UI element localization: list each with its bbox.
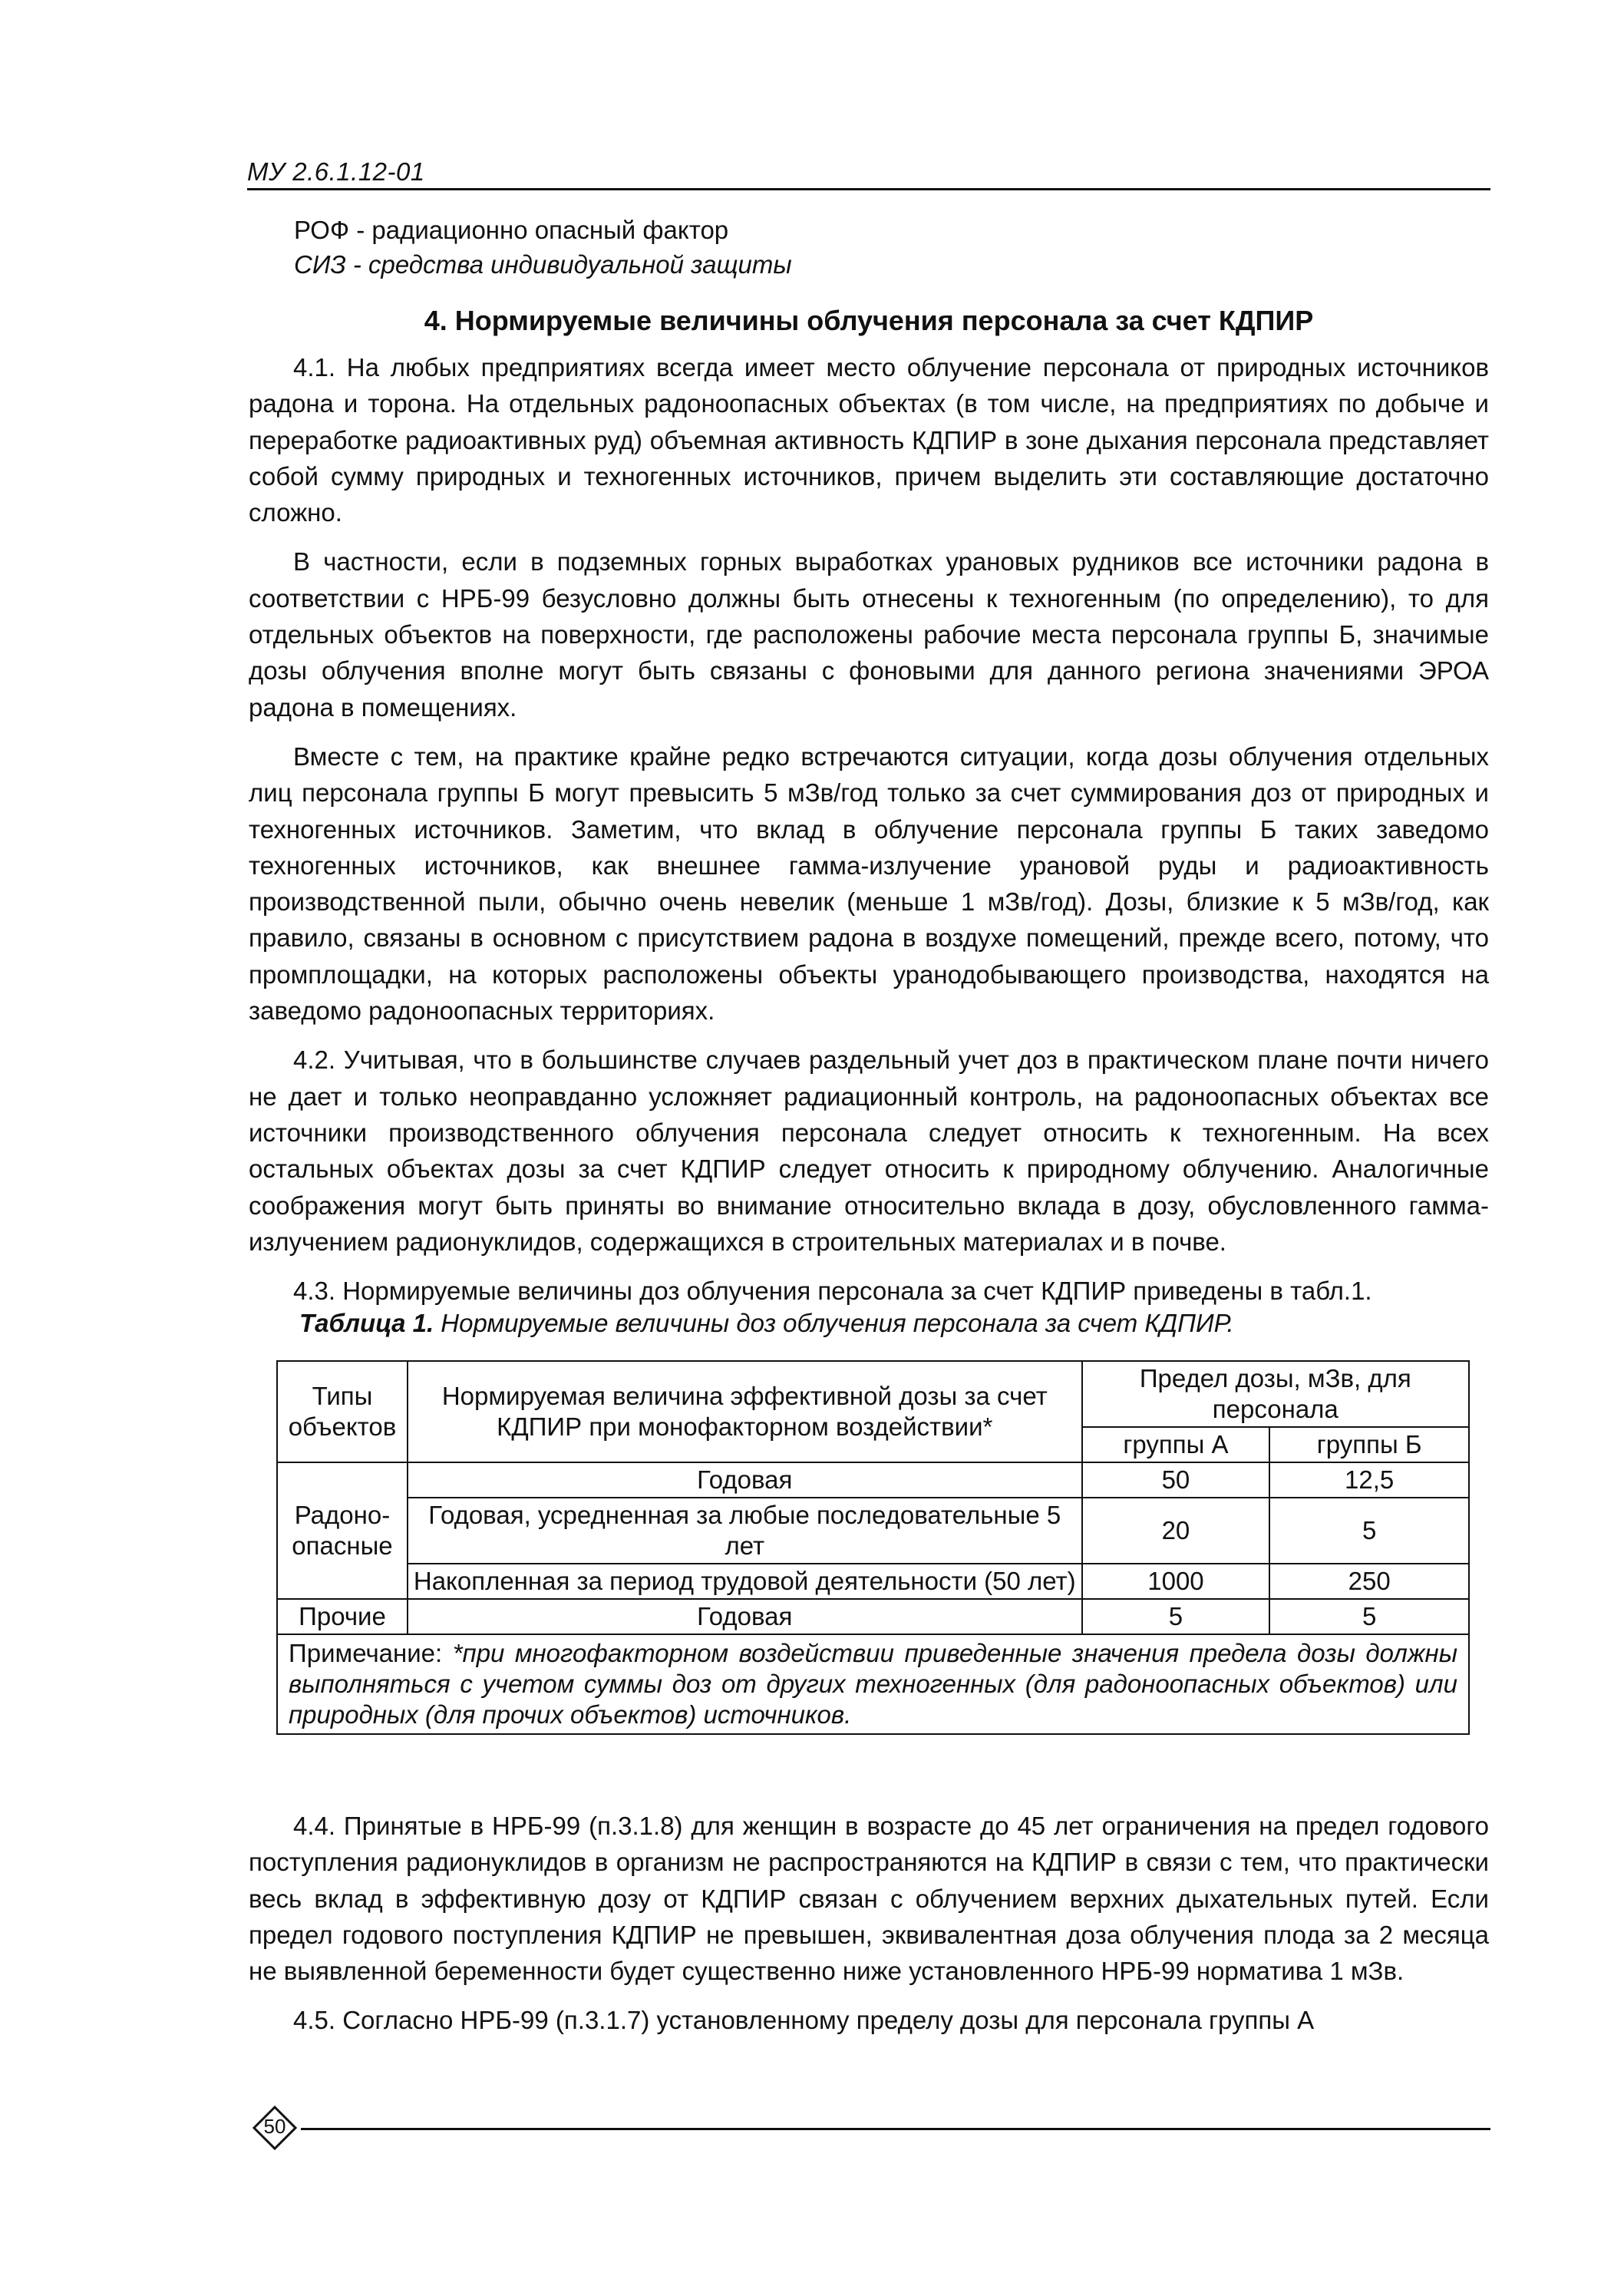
- limit-group-a: 20: [1082, 1498, 1270, 1564]
- page-header: [247, 150, 1490, 190]
- limit-group-b: 12,5: [1269, 1462, 1469, 1498]
- table-caption-label: Таблица 1.: [299, 1309, 434, 1337]
- abbreviation-siz: СИЗ - средства индивидуальной защиты: [294, 250, 792, 279]
- table-note: [277, 1634, 1469, 1734]
- table-note-text: *при многофакторном воздействии приведенные значения предела дозы должны выполняться с учетом суммы доз от других техногенных (для радоноопасных объектов) или природных (для прочих объектов) источников.: [289, 1639, 1458, 1729]
- limit-group-b: 250: [1269, 1564, 1469, 1599]
- quantity-cell: Годовая: [408, 1462, 1082, 1498]
- header-dose-limit: Предел дозы, мЗв, для персонала: [1082, 1361, 1469, 1427]
- table-note-label: Примечание:: [289, 1639, 453, 1667]
- header-group-b: группы Б: [1269, 1427, 1469, 1462]
- limit-group-a: 50: [1082, 1462, 1270, 1498]
- paragraph-4-2: 4.2. Учитывая, что в большинстве случаев раздельный учет доз в практическом плане почти ничего не дает и только неоправданно усложняет радиационный контроль, на радоноопасных объектах все источники производственного облучения персонала следует относить к техногенным. На всех остальных объектах дозы за счет КДПИР следует относить к природному облучению. Аналогичные соображения могут быть приняты во внимание относительно вклада в дозу, обусловленного гамма-излучением радионуклидов, содержащихся в строительных материалах и в почве.: [249, 1046, 1489, 1256]
- table-row: [277, 1498, 1469, 1564]
- header-object-type: Типы объектов: [277, 1361, 408, 1462]
- table-header-row: [277, 1361, 1469, 1427]
- paragraph-4-1-b: В частности, если в подземных горных выработках урановых рудников все источники радона в соответствии с НРБ-99 безусловно должны быть отнесены к техногенным (по определению), то для отдельных объектов на поверхности, где расположены рабочие места персонала группы Б, значимые дозы облучения вполне могут быть связаны с фоновыми для данного региона значениями ЭРОА радона в помещениях.: [249, 547, 1489, 722]
- limit-group-a: 5: [1082, 1599, 1270, 1634]
- limit-group-a: 1000: [1082, 1564, 1270, 1599]
- section-title: 4. Нормируемые величины облучения персонала за счет КДПИР: [424, 305, 1314, 336]
- paragraph-4-3: 4.3. Нормируемые величины доз облучения персонала за счет КДПИР приведены в табл.1.: [293, 1277, 1372, 1306]
- table-caption: [299, 1309, 1497, 1338]
- group-other: Прочие: [277, 1599, 408, 1634]
- body-text-top: [249, 349, 1489, 1322]
- body-text-bottom: [249, 1808, 1489, 2052]
- header-group-a: группы А: [1082, 1427, 1270, 1462]
- table-row: [277, 1599, 1469, 1634]
- table-row: [277, 1564, 1469, 1599]
- limit-group-b: 5: [1269, 1599, 1469, 1634]
- limit-group-b: 5: [1269, 1498, 1469, 1564]
- document-code: МУ 2.6.1.12-01: [247, 157, 425, 186]
- paragraph-4-5: 4.5. Согласно НРБ-99 (п.3.1.7) установленному пределу дозы для персонала группы А: [293, 2006, 1315, 2035]
- quantity-cell: Годовая, усредненная за любые последовательные 5 лет: [408, 1498, 1082, 1564]
- table-row: [277, 1462, 1469, 1498]
- group-radon-hazardous: Радоно-опасные: [277, 1462, 408, 1599]
- quantity-cell: Накопленная за период трудовой деятельности (50 лет): [408, 1564, 1082, 1599]
- paragraph-4-1-c: Вместе с тем, на практике крайне редко встречаются ситуации, когда дозы облучения отдельных лиц персонала группы Б могут превысить 5 мЗв/год только за счет суммирования доз от природных и техногенных источников. Заметим, что вклад в облучение персонала группы Б таких заведомо техногенных источников, как внешнее гамма-излучение урановой руды и радиоактивность производственной пыли, обычно очень невелик (меньше 1 мЗв/год). Дозы, близкие к 5 мЗв/год, как правило, связаны в основном с присутствием радона в воздухе помещений, прежде всего, потому, что промплощадки, на которых расположены объекты уранодобывающего производства, находятся на заведомо радоноопасных территориях.: [249, 742, 1489, 1026]
- paragraph-4-1: 4.1. На любых предприятиях всегда имеет место облучение персонала от природных источников радона и торона. На отдельных радоноопасных объектах (в том числе, на предприятиях по добыче и переработке радиоактивных руд) объемная активность КДПИР в зоне дыхания персонала представляет собой сумму природных и техногенных источников, причем выделить эти составляющие достаточно сложно.: [249, 353, 1489, 527]
- abbreviation-rof: РОФ - радиационно опасный фактор: [294, 216, 729, 244]
- page-number: 50: [263, 2115, 286, 2138]
- header-dose-quantity: Нормируемая величина эффективной дозы за счет КДПИР при монофакторном воздействии*: [408, 1361, 1082, 1462]
- table-note-row: [277, 1634, 1469, 1734]
- quantity-cell: Годовая: [408, 1599, 1082, 1634]
- dose-limits-table: [276, 1360, 1470, 1735]
- paragraph-4-4: 4.4. Принятые в НРБ-99 (п.3.1.8) для женщин в возрасте до 45 лет ограничения на предел годового поступления радионуклидов в организм не распространяются на КДПИР в связи с тем, что практически весь вклад в эффективную дозу от КДПИР связан с облучением верхних дыхательных путей. Если предел годового поступления КДПИР не превышен, эквивалентная доза облучения плода за 2 месяца не выявленной беременности будет существенно ниже установленного НРБ-99 норматива 1 мЗв.: [249, 1812, 1489, 1986]
- footer-rule: [301, 2128, 1490, 2130]
- table-caption-text: Нормируемые величины доз облучения персонала за счет КДПИР.: [434, 1309, 1234, 1337]
